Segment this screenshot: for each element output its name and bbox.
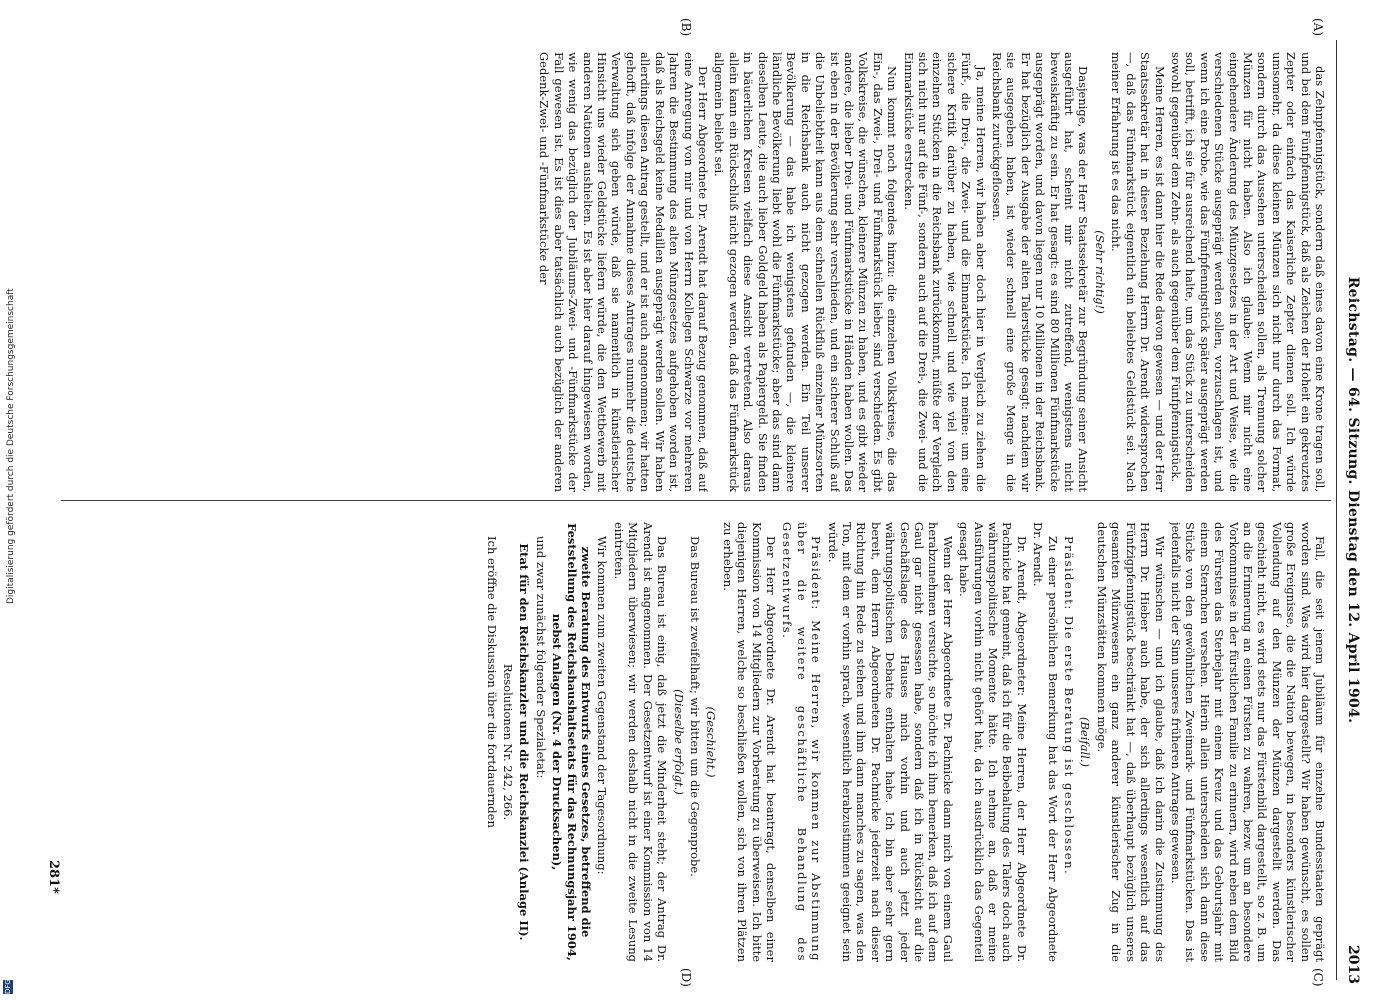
page-number: 2013 xyxy=(1345,945,1361,984)
paragraph: Ich eröffne die Diskussion über die fortdauernden xyxy=(484,536,499,828)
paragraph: Wenn der Herr Abgeordnete Dr. Pachnicke dann mich von einem Gaul herabzunehmen versuchte, so möchte ich ihm bemerken, daß ich auf dem Gaul gar nicht gesessen habe, sondern daß ich in Rücksicht auf die Geschäftslage des Hauses mich vorhin und auch jetzt jeder währungspolitischen Debatte enthalten habe. Ich bin aber sehr gern bereit, dem Herrn Abgeordneten Dr. Pachnicke jederzeit nach dieser Richtung hin Rede zu stehen und ihm dann manches zu sagen, was den Ton, mit dem er vorhin sprach, wesentlich herabzustimmen geeignet sein würde. xyxy=(825,522,955,962)
margin-mark-b: (B) xyxy=(679,18,693,37)
agenda-item: Etat für den Reichskanzler und die Reichskanzlei (Anlage II). xyxy=(517,543,532,941)
paragraph: Zu einer persönlichen Bemerkung hat das Wort der Herr Abgeordnete Dr. Arendt. xyxy=(1031,522,1060,962)
paragraph: Wir kommen zum zweiten Gegenstand der Tagesordnung: xyxy=(595,536,610,875)
paragraph: Wir wünschen — und ich glaube, daß ich darin die Zustimmung des Herrn Dr. Hieber auch habe, der sich allerdings wesentlich auf das Fünfzigpfennigstück beschränkt hat —, daß überhaupt bezüglich unseres gesamten Münzwesens ein ganz anderer künstlerischer Zug in die deutschen Münzstätten kommen möge. xyxy=(1094,522,1167,962)
margin-mark-d: (D) xyxy=(679,968,693,987)
margin-mark-c: (C) xyxy=(1311,968,1325,987)
interjection: (Geschieht.) xyxy=(704,706,719,778)
paragraph: Der Herr Abgeordnete Dr. Arendt hat beantragt, denselben einer Kommission von 14 Mitgliedern zur Vorberatung zu überweisen. Ich bitte diejenigen Herren, welche so beschließen wollen, sich von ihren Plätzen zu erheben. xyxy=(720,522,778,962)
paragraph: Ja, meine Herren, wir haben aber doch hier in Vergleich zu ziehen die Fünf-, die Drei-, die Zwei- und die Einmarkstücke. Ich meine: um eine sichere Kritik darüber zu haben, wie schnell und wie viel von den einzelnen Stücken in die Reichsbank zurückkommt, müßte der Vergleich sich nicht nur auf die Fünf-, sondern auch auf die Drei-, die Zwei- und die Einmarkstücke erstrecken. xyxy=(901,52,988,492)
paragraph: Nun kommt noch folgendes hinzu: die einzelnen Volkskreise, die das Ein-, das Zwei-, Drei- und Fünfmarkstück lieber, sind verschieden. Es gibt Volkskreise, die wünschen, kleinere Münzen zu haben, und es gibt wieder andere, die lieber Drei- und Fünfmarkstücke in Händen haben wollen. Das ist eben in der Bevölkerung sehr verschieden, und ein sicherer Schluß auf die Unbeliebtheit kann aus dem schnellen Rückfluß einzelner Münzsorten in die Reichsbank auch nicht gezogen werden. Ein Teil unserer Bevölkerung — das habe ich wenigstens gefunden —, die kleinere ländliche Bevölkerung liebt wohl die Fünfmarkstücke; aber das sind dann dieselben Leute, die auch lieber Goldgeld haben als Papiergeld. Sie finden in bäuerlichen Kreisen vielfach diese Ansicht vertretend. Also daraus allein kann ein Rückschluß nicht gezogen werden, daß das Fünfmarkstück allgemein beliebt sei. xyxy=(712,52,900,492)
signature-mark: 281* xyxy=(46,860,61,894)
paragraph: Meine Herren, es ist dann hier die Rede davon gewesen — und der Herr Staatssekretär hat in dieser Beziehung Herrn Dr. Arendt widersprochen —, daß das Fünfmarkstück eigentlich ein beliebtes Geldstück sei. Nach meiner Erfahrung ist es das nicht. xyxy=(1109,52,1167,492)
agenda-item: zweite Beratung des Entwurfs eines Gesetzes, betreffend die Feststellung des Reichshaushaltsetats für das Rechnungsjahr 1904, nebst Anlagen (Nr. 4 der Drucksachen), xyxy=(550,523,594,961)
paragraph: Präsident: Die erste Beratung ist geschlossen. xyxy=(1062,536,1077,876)
dfg-logo: DFG xyxy=(4,979,12,994)
paragraph: und zwar zunächst folgender Spezialetat: xyxy=(533,536,548,779)
paragraph: Dr. Arendt, Abgeordneter: Meine Herren, der Herr Abgeordnete Dr. Pachnicke hat gemeint, daß ich für die Beibehaltung des Talers doch auch währungspolitische Momente hätte. Ich nehme an, daß er meine Ausführungen vorhin nicht gehört hat, da ich ausdrücklich das Gegenteil gesagt habe. xyxy=(957,522,1029,962)
column-divider xyxy=(61,500,1331,501)
interjection: (Beifall.) xyxy=(1078,716,1093,768)
header-rule xyxy=(1336,40,1337,980)
paragraph: Dasjenige, was der Herr Staatssekretär zur Begründung seiner Ansicht ausgeführt hat, scheint mir nicht zutreffend, wenigstens nicht beweiskräftig zu sein. Er hat gesagt: es sind 80 Millionen Fünfmarkstücke ausgeprägt worden, und davon liegen nur 10 Millionen in der Reichsbank. Er hat bezüglich der Ausgabe der alten Talerstücke gesagt: nachdem wir sie ausgegeben haben, ist wieder schnell eine große Menge in die Reichsbank zurückgeflossen. xyxy=(990,52,1091,492)
margin-mark-a: (A) xyxy=(1311,18,1325,37)
paragraph: das Zehnpfennigstück, sondern daß eines davon eine Krone tragen soll, und bei dem Fünfpfennigstück, daß als Zeichen der Hoheit ein gekreuztes Zepter oder einfach das Kaiserliche Zepter dienen soll. Ich würde umsomehr, da diese kleinen Münzen sich nicht nur durch das Format, sondern durch das Aussehen unterscheiden sollen, als Trennung solcher Münzen für nicht haben. Also ich glaube: Wenn mir nicht eine eingehendere Änderung des Münzgesetzes in der Art und Weise, wie die verschiedenen Stücke ausgeprägt werden sollen, vorzuschlagen ist, und wenn ich eine Probe, wie das Fünfpfennigstück später ausgeprägt werden soll, betrifft, ich sie für ausreichend halte, um das Stück zu unterscheiden sowohl gegenüber dem Zehn- als auch gegenüber dem Fünfpfennigstück. xyxy=(1168,52,1327,492)
header-title: Reichstag. — 64. Sitzung. Dienstag den 12. April 1904. xyxy=(1345,276,1361,724)
paragraph: Das Bureau ist zweifelhaft; wir bitten um die Gegenprobe. xyxy=(687,536,702,877)
interjection: (Dieselbe erfolgt.) xyxy=(671,689,686,795)
running-header xyxy=(1335,0,1365,1000)
paragraph: Präsident: Meine Herren, wir kommen zur Abstimmung über die weitere geschäftliche Behandlung des Gesetzentwurfs. xyxy=(780,522,824,962)
paragraph: Der Herr Abgeordnete Dr. Arendt hat darauf Bezug genommen, daß auf eine Anregung von mir und von Herrn Kollegen Schwarze vor mehreren Jahren die Bestimmung des alten Münzgesetzes aufgehoben worden ist, daß als Reichsgeld keine Medaillen ausgeprägt werden sollen. Wir haben allerdings diesen Antrag gestellt, und er ist auch angenommen; wir hatten gehofft, daß infolge der Annahme dieses Antrages nunmehr die deutsche Verwaltung sich geben würde, daß sie namentlich in künstlerischer Hinsicht uns wieder Geldstücke liefern würde, die den Wettbewerb mit anderen Nationen aushielten. Es ist aber hier darauf hingewiesen worden, wie wenig das bezüglich der Jubiläums-Zwei- und -Fünfmarkstücke der Fall gewesen ist. Es ist dies aber tatsächlich auch bezüglich der anderen Gedenk-Zwei- und -Fünfmarkstücke der xyxy=(537,52,710,492)
paragraph: Fall, die seit jenem Jubiläum für einzelne Bundesstaaten geprägt worden sind. Was wird hier dargestellt? Wir haben gewünscht, es sollen große Ereignisse, die die Nation bewegen, in besonders künstlerischer Vollendung auf den Münzen der Münzen dargestellt werden. Das geschieht nicht, es wird stets nur das Fürstenbild dargestellt, so z. B. um an die Erinnerung an einen Fürsten zu wahren, bezw. um an besondere Vorkommnisse in der fürstlichen Familie zu erinnern, wird neben dem Bild des Fürsten das Sterbejahr mit einem Kreuz und das Geburtsjahr mit einem Sternchen versehen. Hierin allein unterscheiden sich dann diese Stücke von den gewöhnlichen Zweimark- und Fünfmarkstücken. Das ist jedenfalls nicht der Sinn unseres früheren Antrages gewesen. xyxy=(1168,522,1327,962)
paragraph: Resolutionen Nr. 242, 266. xyxy=(501,663,516,821)
left-column xyxy=(67,52,1327,492)
interjection: (Sehr richtig!) xyxy=(1092,230,1107,314)
right-column xyxy=(67,522,1327,962)
digitization-credit: Digitalisierung gefördert durch die Deutsche Forschungsgemeinschaft xyxy=(6,288,16,604)
paragraph: Das Bureau ist einig, daß jetzt die Minderheit steht; der Antrag Dr. Arendt ist angenommen. Der Gesetzentwurf ist einer Kommission von 14 Mitgliedern überwiesen; wir werden deshalb nicht in die zweite Lesung eintreten. xyxy=(611,522,670,962)
